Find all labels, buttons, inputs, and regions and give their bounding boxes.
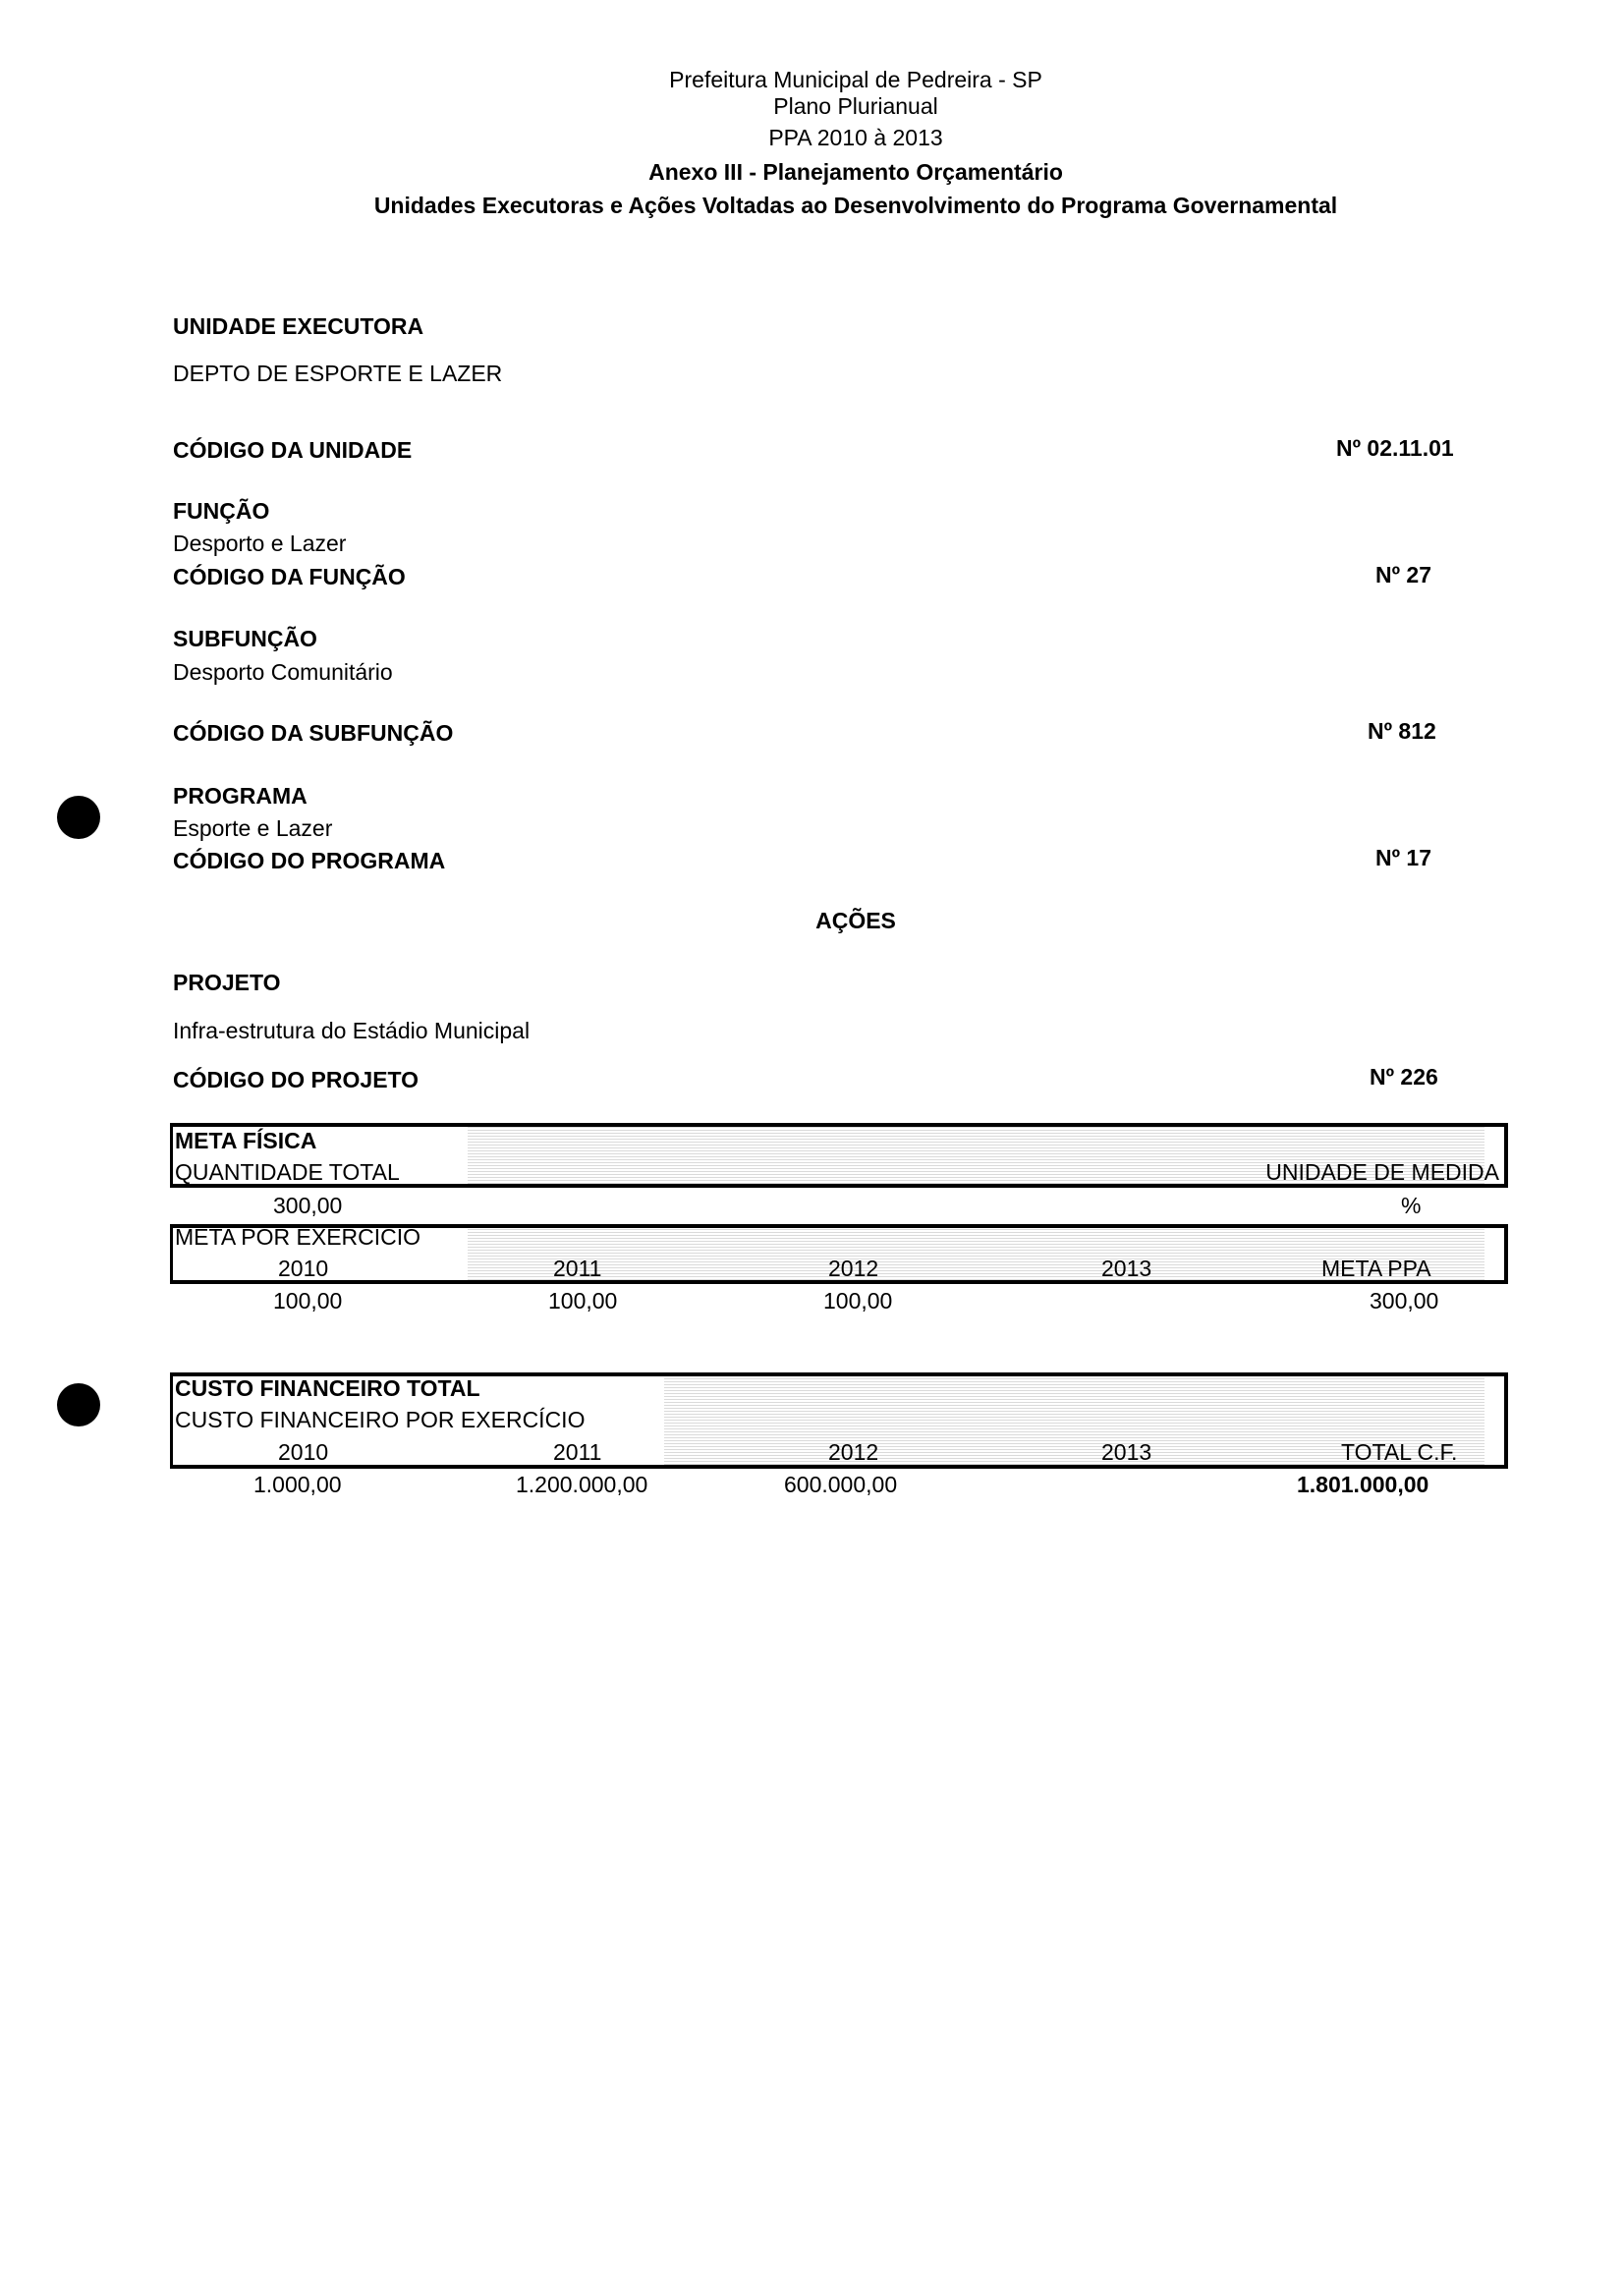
header-subtitle: Unidades Executoras e Ações Voltadas ao Desenvolvimento do Programa Governamental	[373, 193, 1338, 218]
custo-total-value: 1.801.000,00	[1297, 1472, 1429, 1497]
header-plan: Plano Plurianual	[773, 93, 938, 119]
meta-ppa-value: 300,00	[1370, 1288, 1439, 1314]
projeto-code-label: CÓDIGO DO PROJETO	[173, 1067, 420, 1092]
punch-hole-top	[57, 796, 100, 839]
custo-value-2012: 600.000,00	[784, 1472, 898, 1497]
programa-value: Esporte e Lazer	[173, 815, 333, 841]
unidade-value: DEPTO DE ESPORTE E LAZER	[173, 361, 503, 386]
header-annex: Anexo III - Planejamento Orçamentário	[648, 159, 1063, 185]
meta-value-2012: 100,00	[823, 1288, 893, 1314]
punch-hole-bottom	[57, 1383, 100, 1426]
meta-fisica-title: META FÍSICA	[175, 1128, 317, 1153]
unidade-label: UNIDADE EXECUTORA	[173, 313, 424, 339]
projeto-code: Nº 226	[1370, 1064, 1438, 1090]
meta-value-2011: 100,00	[548, 1288, 618, 1314]
subfuncao-code-label: CÓDIGO DA SUBFUNÇÃO	[173, 720, 454, 746]
meta-year-2010: 2010	[278, 1256, 329, 1281]
custo-exercicio-title: CUSTO FINANCEIRO POR EXERCÍCIO	[175, 1407, 586, 1432]
meta-exercicio-title: META POR EXERCÍCIO	[175, 1224, 421, 1250]
meta-year-2012: 2012	[828, 1256, 879, 1281]
header-municipality: Prefeitura Municipal de Pedreira - SP	[669, 67, 1042, 92]
custo-title: CUSTO FINANCEIRO TOTAL	[175, 1375, 480, 1401]
custo-value-2010: 1.000,00	[253, 1472, 342, 1497]
header-period: PPA 2010 à 2013	[768, 125, 943, 150]
subfuncao-label: SUBFUNÇÃO	[173, 626, 317, 651]
programa-label: PROGRAMA	[173, 783, 308, 809]
unidade-code-label: CÓDIGO DA UNIDADE	[173, 437, 413, 463]
programa-code-label: CÓDIGO DO PROGRAMA	[173, 848, 446, 873]
funcao-value: Desporto e Lazer	[173, 531, 347, 556]
meta-fisica-qty-label: QUANTIDADE TOTAL	[175, 1159, 400, 1185]
funcao-label: FUNÇÃO	[173, 498, 270, 524]
meta-ppa-label: META PPA	[1321, 1256, 1431, 1281]
programa-code: Nº 17	[1375, 845, 1431, 870]
funcao-code-label: CÓDIGO DA FUNÇÃO	[173, 564, 406, 589]
meta-fisica-unit-label: UNIDADE DE MEDIDA	[1265, 1159, 1499, 1185]
custo-total-label: TOTAL C.F.	[1341, 1439, 1458, 1465]
funcao-code: Nº 27	[1375, 562, 1431, 587]
subfuncao-code: Nº 812	[1368, 718, 1436, 744]
projeto-label: PROJETO	[173, 970, 281, 995]
custo-year-2012: 2012	[828, 1439, 879, 1465]
acoes-title: AÇÕES	[815, 908, 896, 933]
meta-value-2010: 100,00	[273, 1288, 343, 1314]
custo-value-2011: 1.200.000,00	[516, 1472, 648, 1497]
unidade-code: Nº 02.11.01	[1336, 435, 1454, 461]
subfuncao-value: Desporto Comunitário	[173, 659, 393, 685]
meta-fisica-unit: %	[1401, 1193, 1422, 1218]
projeto-value: Infra-estrutura do Estádio Municipal	[173, 1018, 531, 1043]
custo-year-2010: 2010	[278, 1439, 329, 1465]
meta-year-2011: 2011	[553, 1256, 602, 1281]
meta-fisica-qty: 300,00	[273, 1193, 343, 1218]
custo-year-2013: 2013	[1101, 1439, 1152, 1465]
meta-year-2013: 2013	[1101, 1256, 1152, 1281]
custo-year-2011: 2011	[553, 1439, 602, 1465]
